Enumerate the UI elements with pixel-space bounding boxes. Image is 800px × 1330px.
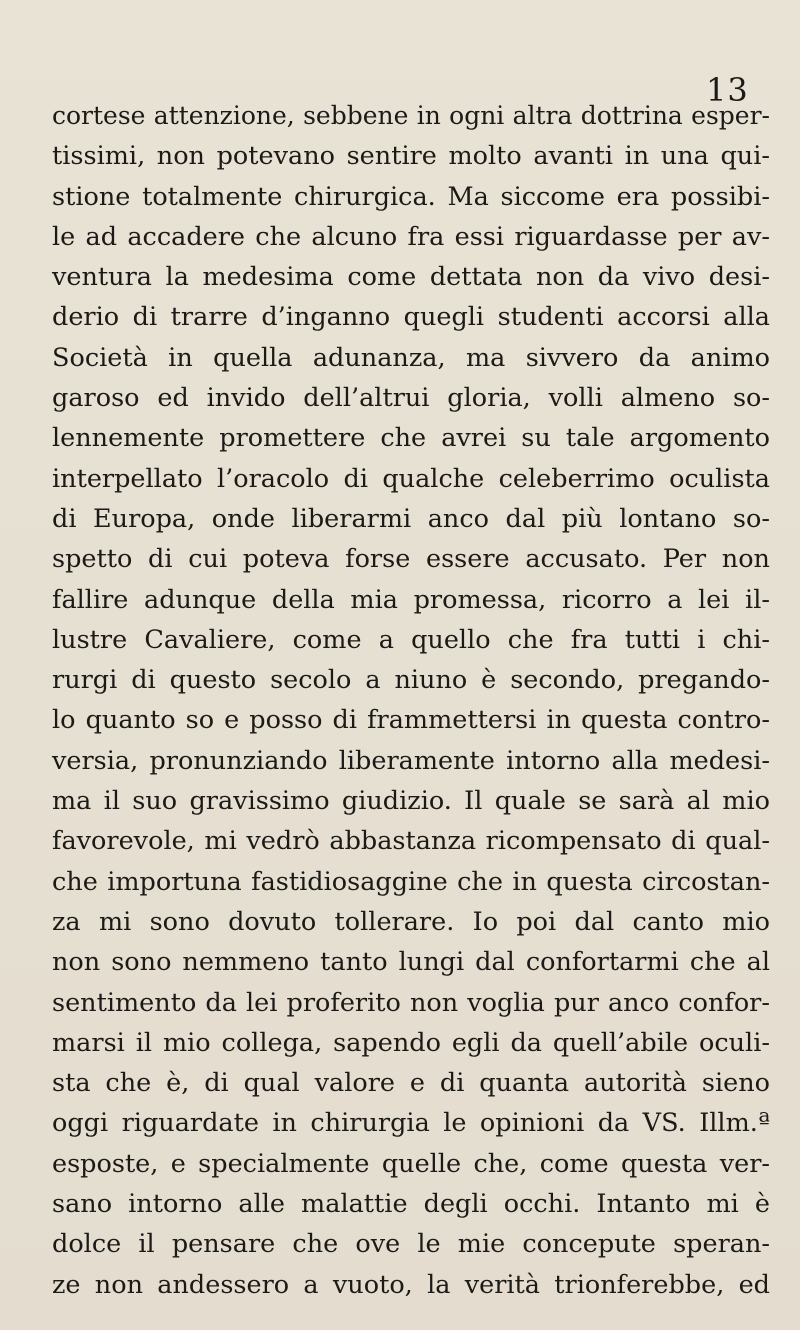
text-line: tissimi, non potevano sentire molto avanti in una qui- xyxy=(52,141,770,172)
text-line: di Europa, onde liberarmi anco dal più lontano so- xyxy=(52,503,770,534)
text-line: marsi il mio collega, sapendo egli da quell’abile oculi- xyxy=(52,1027,770,1058)
body-text xyxy=(52,96,770,1305)
text-line: za mi sono dovuto tollerare. Io poi dal canto mio xyxy=(52,906,770,937)
text-line: oggi riguardate in chirurgia le opinioni da VS. Illm.ª xyxy=(52,1108,770,1139)
text-line: sentimento da lei proferito non voglia pur anco confor- xyxy=(52,987,770,1018)
text-line: ma il suo gravissimo giudizio. Il quale se sarà al mio xyxy=(52,786,770,817)
text-line: che importuna fastidiosaggine che in questa circostan- xyxy=(52,866,770,897)
page-number: 13 xyxy=(706,71,749,109)
text-line: lustre Cavaliere, come a quello che fra tutti i chi- xyxy=(52,624,770,655)
text-line: ventura la medesima come dettata non da vivo desi- xyxy=(52,262,770,293)
text-line: rurgi di questo secolo a niuno è secondo, pregando- xyxy=(52,665,770,696)
text-line: esposte, e specialmente quelle che, come questa ver- xyxy=(52,1148,770,1179)
text-line: lennemente promettere che avrei su tale argomento xyxy=(52,423,770,454)
text-line: cortese attenzione, sebbene in ogni altra dottrina esper- xyxy=(52,101,770,130)
text-line: sano intorno alle malattie degli occhi. Intanto mi è xyxy=(52,1189,770,1220)
text-line: Società in quella adunanza, ma sivvero da animo xyxy=(52,342,770,373)
text-line: ze non andessero a vuoto, la verità trionferebbe, ed xyxy=(52,1269,770,1300)
text-line: stione totalmente chirurgica. Ma siccome era possibi- xyxy=(52,181,770,212)
text-line: garoso ed invido dell’altrui gloria, volli almeno so- xyxy=(52,383,770,414)
text-line: versia, pronunziando liberamente intorno alla medesi- xyxy=(52,745,770,776)
text-line: interpellato l’oracolo di qualche celeberrimo oculista xyxy=(52,463,770,494)
text-line: sta che è, di qual valore e di quanta autorità sieno xyxy=(52,1068,770,1099)
text-line: fallire adunque della mia promessa, ricorro a lei il- xyxy=(52,584,770,615)
text-line: lo quanto so e posso di frammettersi in questa contro- xyxy=(52,705,770,736)
text-line: le ad accadere che alcuno fra essi riguardasse per av- xyxy=(52,221,770,252)
text-line: spetto di cui poteva forse essere accusato. Per non xyxy=(52,544,770,575)
text-line: favorevole, mi vedrò abbastanza ricompensato di qual- xyxy=(52,826,770,857)
text-line: non sono nemmeno tanto lungi dal confortarmi che al xyxy=(52,947,770,978)
text-line: dolce il pensare che ove le mie concepute speran- xyxy=(52,1229,770,1260)
text-line: derio di trarre d’inganno quegli studenti accorsi alla xyxy=(52,302,770,333)
